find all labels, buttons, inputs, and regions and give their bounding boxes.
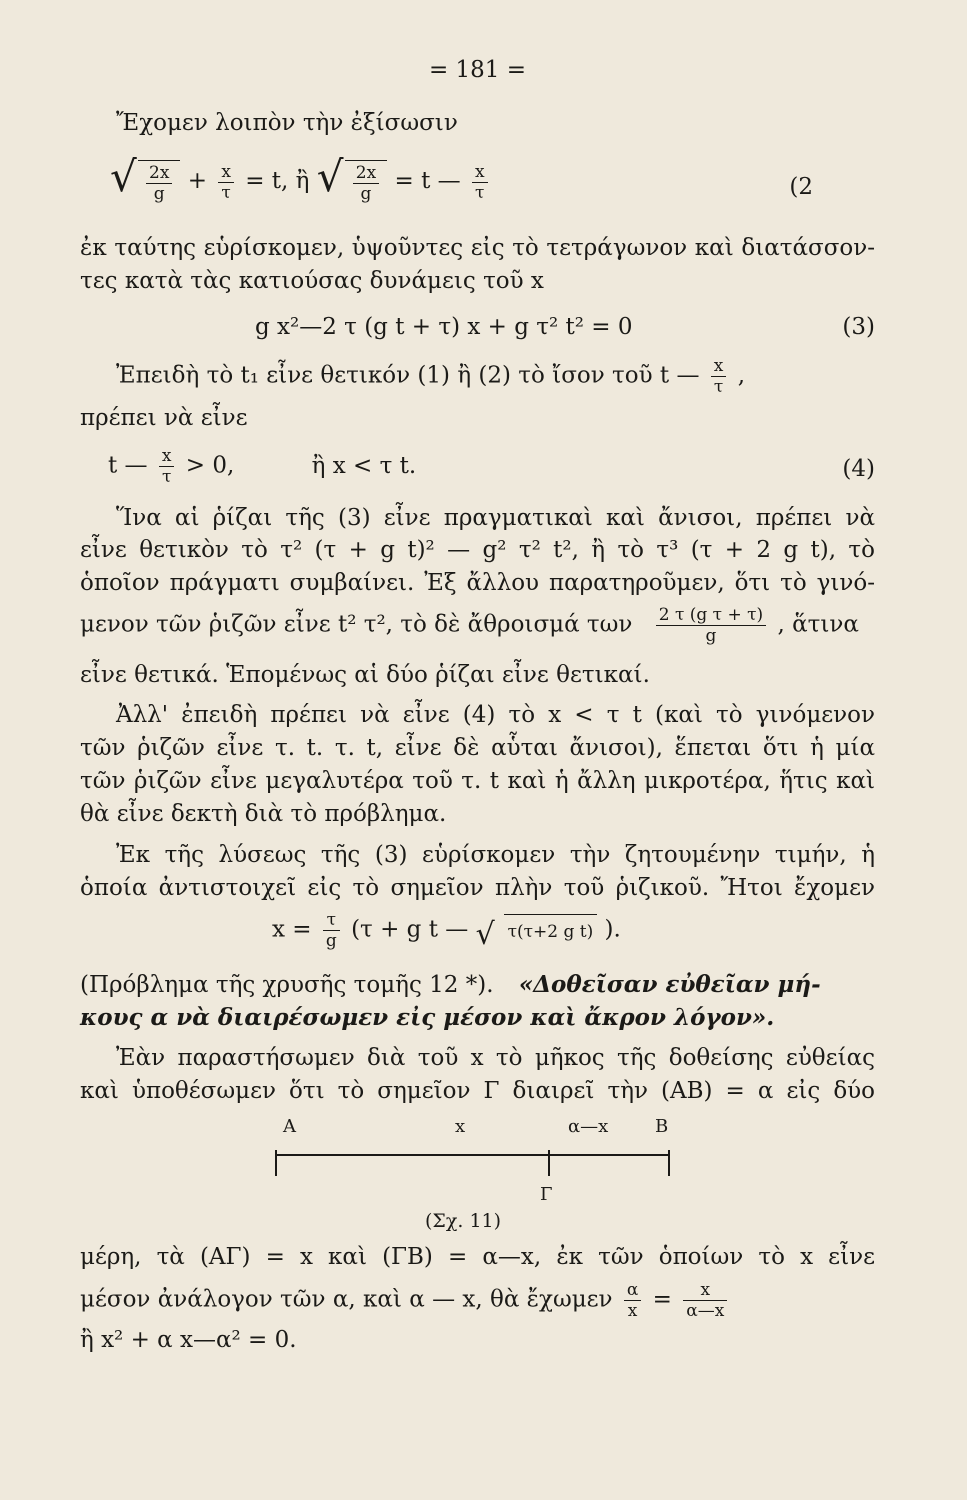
problem-statement: «Δοθεῖσαν εὐθεῖαν μή-: [518, 971, 821, 998]
text-line: Ἵνα αἱ ῥίζαι τῆς (3) εἶνε πραγματικαὶ καὶ ἄνισοι, πρέπει νὰ: [116, 505, 875, 531]
text-line: τῶν ῥιζῶν εἶνε τ. t. τ. t, εἶνε δὲ αὗται ἄνισοι), ἕπεται ὅτι ἡ μία: [80, 735, 875, 761]
text-line: μέσον ἀνάλογον τῶν α, καὶ α — x, θὰ ἔχωμεν $\frac{\alpha}{x}$ = $\frac{x}{\alpha—x}$: [80, 1280, 875, 1330]
equation-number: (4): [842, 456, 875, 482]
square-root: √ τ(τ+2 g t): [476, 914, 598, 947]
equation-2: √ $\frac{2x}{g}$ + $\frac{x}{\tau}$ = t, ἢ √ $\frac{2x}{g}$ = t — $\frac{x}{\tau}$ (2: [110, 152, 813, 204]
equation-4: t — $\frac{x}{\tau}$ > 0, ἢ x < τ t. (4): [108, 446, 875, 487]
text-line: εἶνε θετικά. Ἑπομένως αἱ δύο ῥίζαι εἶνε θετικαί.: [80, 662, 650, 688]
text-line: (Πρόβλημα τῆς χρυσῆς τομῆς 12 *). «Δοθεῖσαν εὐθεῖαν μή-: [80, 971, 821, 998]
text-line: Ἐπειδὴ τὸ t₁ εἶνε θετικόν (1) ἢ (2) τὸ ἴσον τοῦ t — $\frac{x}{\tau}$ ,: [116, 356, 745, 397]
equation-5: x = $\frac{\tau}{g}$ (τ + g t — √ τ(τ+2 g t) ).: [272, 910, 621, 952]
text-line: ἢ x² + α x—α² = 0.: [80, 1327, 297, 1353]
text-line: μέρη, τὰ (ΑΓ) = x καὶ (ΓΒ) = α—x, ἐκ τῶν ὁποίων τὸ x εἶνε: [80, 1244, 875, 1270]
equation-number: (3): [842, 314, 875, 340]
label-G: Γ: [540, 1184, 553, 1205]
problem-statement: κους α νὰ διαιρέσωμεν εἰς μέσον καὶ ἄκρον λόγον».: [80, 1004, 775, 1031]
label-x: x: [455, 1116, 466, 1137]
text-line: Ἔχομεν λοιπὸν τὴν ἐξίσωσιν: [116, 110, 458, 136]
text-line: πρέπει νὰ εἶνε: [80, 405, 248, 431]
page-number: = 181 =: [428, 57, 527, 83]
text-line: Ἐκ τῆς λύσεως τῆς (3) εὑρίσκομεν τὴν ζητουμένην τιμήν, ἡ: [116, 842, 875, 868]
text-line: θὰ εἶνε δεκτὴ διὰ τὸ πρόβλημα.: [80, 801, 447, 827]
text-line: εἶνε θετικὸν τὸ τ² (τ + g t)² — g² τ² t², ἢ τὸ τ³ (τ + 2 g t), τὸ: [80, 537, 875, 563]
equation-3: g x²—2 τ (g t + τ) x + g τ² t² = 0 (3): [255, 314, 875, 340]
text-line: μενον τῶν ῥιζῶν εἶνε t² τ², τὸ δὲ ἄθροισμά των $\frac{\text{2 τ (g τ + τ)}}{g}$ , ἅτινα: [80, 605, 859, 646]
text-line: καὶ ὑποθέσωμεν ὅτι τὸ σημεῖον Γ διαιρεῖ τὴν (ΑΒ) = α εἰς δύο: [80, 1078, 875, 1104]
label-A: A: [283, 1116, 296, 1137]
label-B: B: [655, 1116, 669, 1137]
figure-caption: (Σχ. 11): [425, 1210, 502, 1232]
text-line: ὁποῖον πράγματι συμβαίνει. Ἐξ ἄλλου παρατηροῦμεν, ὅτι τὸ γινό-: [80, 570, 875, 596]
text-line: Ἐὰν παραστήσωμεν διὰ τοῦ x τὸ μῆκος τῆς δοθείσης εὐθείας: [116, 1045, 875, 1071]
text-line: τῶν ῥιζῶν εἶνε μεγαλυτέρα τοῦ τ. t καὶ ἡ ἄλλη μικροτέρα, ἥτις καὶ: [80, 768, 875, 794]
text-line: ἐκ ταύτης εὑρίσκομεν, ὑψοῦντες εἰς τὸ τετράγωνον καὶ διατάσσον-: [80, 235, 875, 261]
text-line: ὁποία ἀντιστοιχεῖ εἰς τὸ σημεῖον πλὴν τοῦ ῥιζικοῦ. Ἤτοι ἔχομεν: [80, 875, 875, 901]
equation-number: (2: [789, 174, 813, 200]
text-line: Ἀλλ' ἐπειδὴ πρέπει νὰ εἶνε (4) τὸ x < τ t (καὶ τὸ γινόμενον: [116, 702, 875, 728]
square-root: √ $\frac{2x}{g}$: [317, 160, 387, 204]
square-root: √ $\frac{2x}{g}$: [110, 160, 180, 204]
segment-AB: [275, 1150, 670, 1180]
label-a-minus-x: α—x: [568, 1116, 609, 1137]
text-line: τες κατὰ τὰς κατιούσας δυνάμεις τοῦ x: [80, 268, 544, 294]
